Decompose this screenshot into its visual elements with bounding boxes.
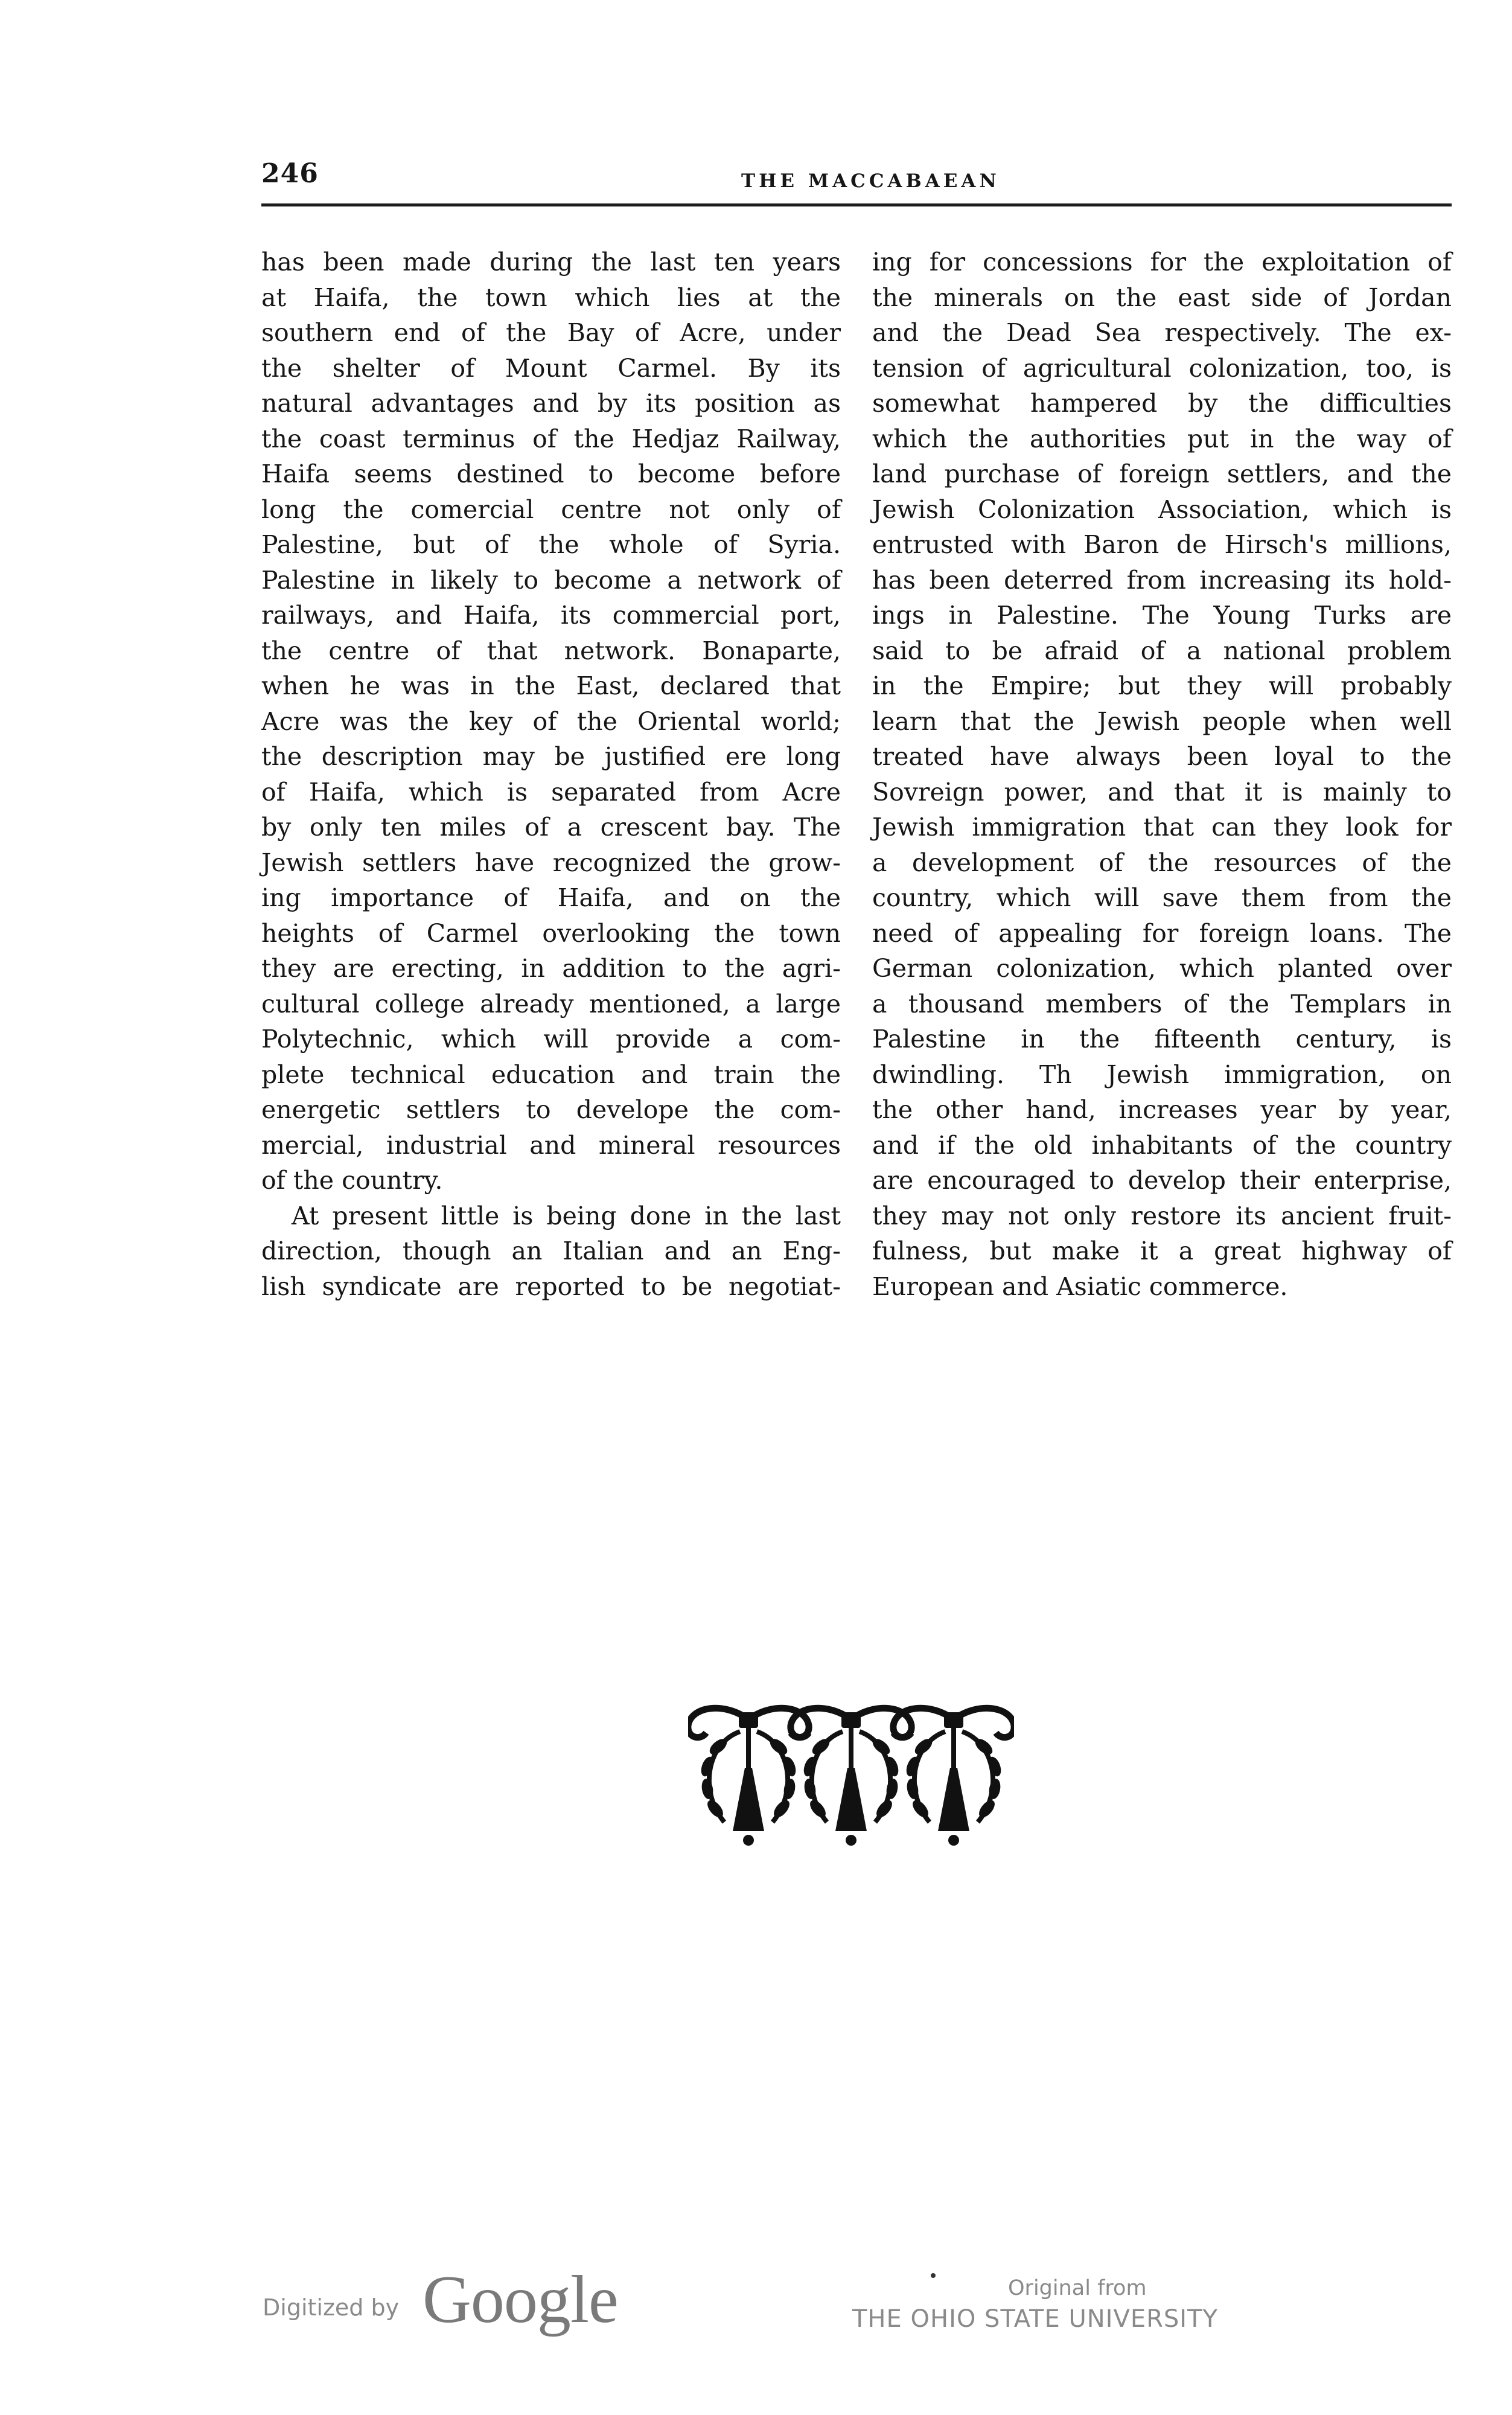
text-line: Acre was the key of the Oriental world; [261,706,841,736]
text-line: has been made during the last ten years [261,248,841,277]
text-line: and if the old inhabitants of the country [872,1130,1452,1160]
text-line: heights of Carmel overlooking the town [261,918,841,948]
text-line: mercial, industrial and mineral resources [261,1130,841,1160]
text-line: somewhat hampered by the difficulties [872,389,1452,418]
text-line: are encouraged to develop their enterprise, [872,1166,1452,1195]
text-line: Palestine in likely to become a network of [261,565,841,595]
text-line: Haifa seems destined to become before [261,459,841,488]
text-line: Polytechnic, which will provide a com- [261,1025,841,1054]
text-line: dwindling. Th Jewish immigration, on [872,1060,1452,1089]
original-from-label: Original from [1008,2276,1147,2300]
text-line: when he was in the East, declared that [261,671,841,700]
wreath-and-ribbon-ornament-icon [688,1695,1014,1846]
decorative-dot [931,2273,936,2278]
text-line: a thousand members of the Templars in [872,989,1452,1019]
text-line: ings in Palestine. The Young Turks are [872,601,1452,630]
text-line: learn that the Jewish people when well [872,706,1452,736]
text-line: railways, and Haifa, its commercial port, [261,601,841,630]
text-line: the shelter of Mount Carmel. By its [261,353,841,383]
text-line: in the Empire; but they will probably [872,671,1452,700]
text-line: tension of agricultural colonization, too, is [872,353,1452,383]
text-line: said to be afraid of a national problem [872,636,1452,665]
right-column [872,245,1452,1304]
text-line: fulness, but make it a great highway of [872,1236,1452,1265]
text-line: At present little is being done in the last [292,1201,841,1230]
text-line: need of appealing for foreign loans. The [872,918,1452,948]
text-line: the coast terminus of the Hedjaz Railway, [261,424,841,453]
text-line: Jewish immigration that can they look for [872,813,1452,842]
text-line: they are erecting, in addition to the agri- [261,954,841,983]
text-line: cultural college already mentioned, a large [261,989,841,1019]
page-number: 246 [261,158,319,189]
digitized-by-label: Digitized by [263,2294,400,2321]
text-line: Palestine, but of the whole of Syria. [261,530,841,559]
text-line: which the authorities put in the way of [872,424,1452,453]
text-line: the minerals on the east side of Jordan [872,283,1452,312]
text-line: direction, though an Italian and an Eng- [261,1236,841,1265]
text-line: has been deterred from increasing its hold- [872,565,1452,595]
text-line: at Haifa, the town which lies at the [261,283,841,312]
text-line: European and Asiatic commerce. [872,1271,1288,1301]
text-line: Palestine in the fifteenth century, is [872,1025,1452,1054]
text-line: and the Dead Sea respectively. The ex- [872,318,1452,347]
text-line: by only ten miles of a crescent bay. The [261,813,841,842]
google-logo: Google [423,2262,618,2337]
text-line: natural advantages and by its position as [261,389,841,418]
text-line: energetic settlers to develope the com- [261,1095,841,1124]
text-line: land purchase of foreign settlers, and the [872,459,1452,488]
institution-label: THE OHIO STATE UNIVERSITY [852,2305,1218,2333]
text-line: ing for concessions for the exploitation of [872,248,1452,277]
text-line: the centre of that network. Bonaparte, [261,636,841,665]
text-line: they may not only restore its ancient fruit- [872,1201,1452,1230]
text-line: the description may be justified ere long [261,742,841,771]
text-line: long the comercial centre not only of [261,494,841,524]
text-line: German colonization, which planted over [872,954,1452,983]
text-line: plete technical education and train the [261,1060,841,1089]
header-rule [261,203,1452,206]
text-line: entrusted with Baron de Hirsch's millions, [872,530,1452,559]
text-line: Jewish settlers have recognized the grow- [261,848,841,877]
text-line: ing importance of Haifa, and on the [261,883,841,912]
running-head: THE MACCABAEAN [741,170,1000,192]
text-line: treated have always been loyal to the [872,742,1452,771]
text-line: country, which will save them from the [872,883,1452,912]
left-column [261,245,841,1304]
text-line: lish syndicate are reported to be negotiat- [261,1271,841,1301]
text-line: of Haifa, which is separated from Acre [261,777,841,807]
text-line: the other hand, increases year by year, [872,1095,1452,1124]
text-line: a development of the resources of the [872,848,1452,877]
text-line: southern end of the Bay of Acre, under [261,318,841,347]
text-line: of the country. [261,1166,443,1195]
text-line: Sovreign power, and that it is mainly to [872,777,1452,807]
text-line: Jewish Colonization Association, which is [872,494,1452,524]
